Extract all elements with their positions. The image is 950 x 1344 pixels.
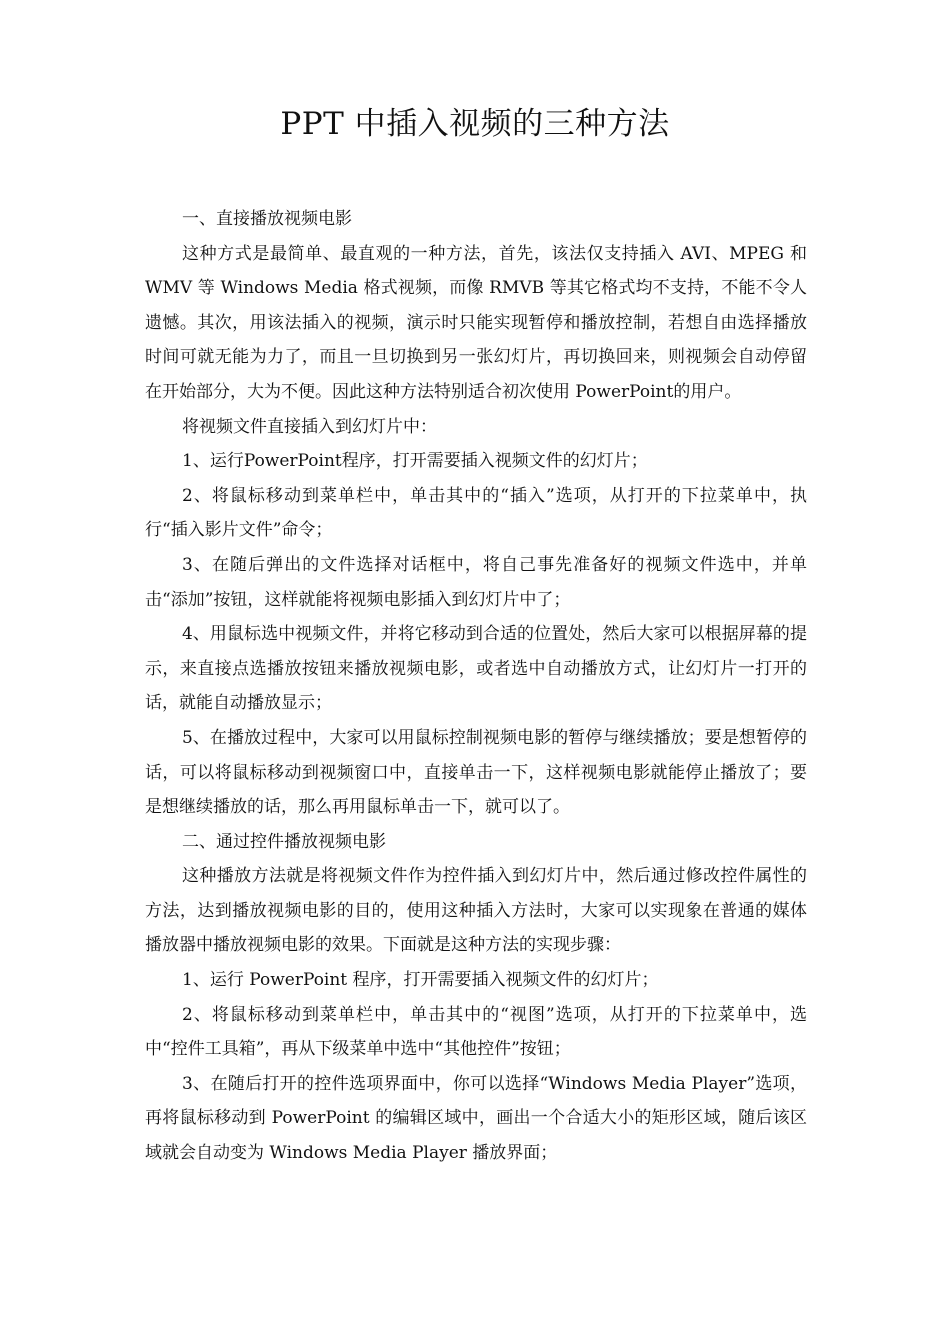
step-1-2: 2、将鼠标移动到菜单栏中，单击其中的“插入”选项，从打开的下拉菜单中，执行“插入影片文件”命令； [145, 485, 807, 541]
step-1-5: 5、在播放过程中，大家可以用鼠标控制视频电影的暂停与继续播放；要是想暂停的话，可以将鼠标移动到视频窗口中，直接单击一下，这样视频电影就能停止播放了；要是想继续播放的话，那么再用鼠标单击一下，就可以了。 [145, 727, 807, 818]
document-body [145, 202, 807, 1171]
section-heading-2: 二、通过控件播放视频电影 [182, 831, 386, 852]
step-1-1: 1、运行PowerPoint程序，打开需要插入视频文件的幻灯片； [182, 451, 648, 472]
step-1-3: 3、在随后弹出的文件选择对话框中，将自己事先准备好的视频文件选中，并单击“添加”按钮，这样就能将视频电影插入到幻灯片中了； [145, 554, 807, 610]
section-heading-1: 一、直接播放视频电影 [182, 209, 352, 229]
step-2-2: 2、将鼠标移动到菜单栏中，单击其中的“视图”选项，从打开的下拉菜单中，选中“控件工具箱”，再从下级菜单中选中“其他控件”按钮； [145, 1004, 807, 1060]
step-2-3: 3、在随后打开的控件选项界面中，你可以选择“Windows Media Player”选项，再将鼠标移动到 PowerPoint 的编辑区域中，画出一个合适大小的矩形区域，随后该区域就会自动变为 Windows Media Player 播放界面； [145, 1073, 807, 1164]
paragraph-intro-1: 这种方式是最简单、最直观的一种方法，首先，该法仅支持插入 AVI、MPEG 和 WMV 等 Windows Media 格式视频，而像 RMVB 等其它格式均不支持，不能不令人遗憾。其次，用该法插入的视频，演示时只能实现暂停和播放控制，若想自由选择播放时间可就无能为力了，而且一旦切换到另一张幻灯片，再切换回来，则视频会自动停留在开始部分，大为不便。因此这种方法特别适合初次使用 PowerPoint的用户。 [145, 243, 807, 402]
paragraph-lead-1: 将视频文件直接插入到幻灯片中： [182, 416, 437, 437]
step-2-1: 1、运行 PowerPoint 程序，打开需要插入视频文件的幻灯片； [182, 970, 659, 991]
step-1-4: 4、用鼠标选中视频文件，并将它移动到合适的位置处，然后大家可以根据屏幕的提示，来直接点选播放按钮来播放视频电影，或者选中自动播放方式，让幻灯片一打开的话，就能自动播放显示； [145, 624, 807, 714]
document-title: PPT 中插入视频的三种方法 [280, 106, 670, 142]
paragraph-intro-2: 这种播放方法就是将视频文件作为控件插入到幻灯片中，然后通过修改控件属性的方法，达到播放视频电影的目的，使用这种插入方法时，大家可以实现象在普通的媒体播放器中播放视频电影的效果。下面就是这种方法的实现步骤： [145, 866, 807, 956]
